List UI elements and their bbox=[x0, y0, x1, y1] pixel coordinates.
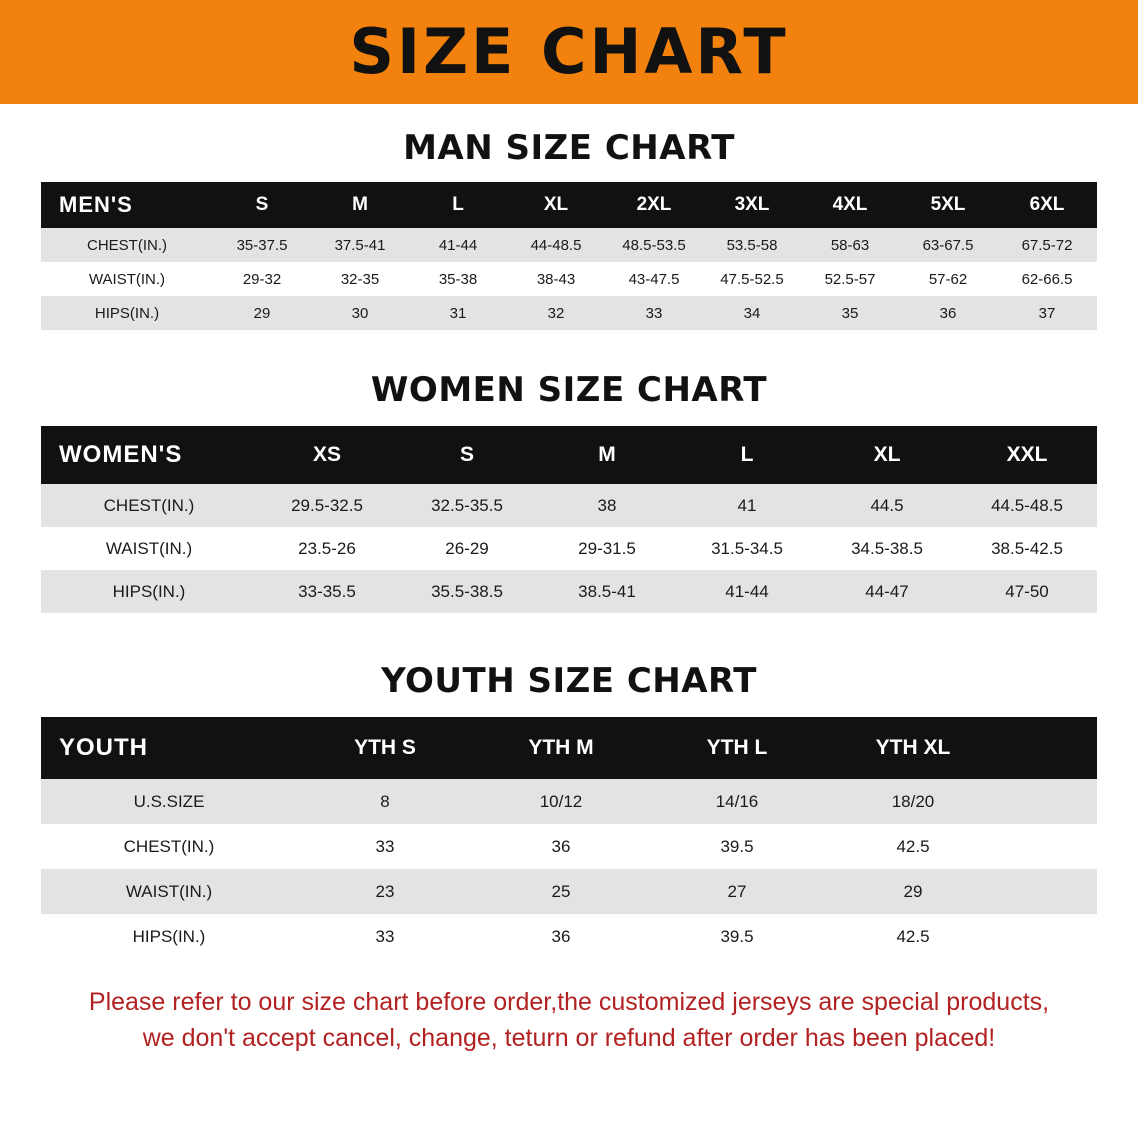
women-table-wrap bbox=[0, 426, 1138, 613]
table-row bbox=[41, 779, 1097, 824]
cell: 44-48.5 bbox=[507, 228, 605, 262]
col-header-s: S bbox=[213, 182, 311, 228]
row-label-hips: HIPS(IN.) bbox=[41, 570, 257, 613]
col-header-s: S bbox=[397, 426, 537, 484]
col-header-spacer bbox=[1001, 717, 1097, 779]
table-row bbox=[41, 484, 1097, 527]
cell: 30 bbox=[311, 296, 409, 330]
page-title: SIZE CHART bbox=[349, 15, 789, 88]
col-header-xl: XL bbox=[507, 182, 605, 228]
cell: 23 bbox=[297, 869, 473, 914]
cell: 33 bbox=[297, 914, 473, 959]
cell: 43-47.5 bbox=[605, 262, 703, 296]
man-table-wrap bbox=[0, 182, 1138, 330]
table-row bbox=[41, 228, 1097, 262]
col-header-yth-l: YTH L bbox=[649, 717, 825, 779]
table-header-row bbox=[41, 717, 1097, 779]
cell: 26-29 bbox=[397, 527, 537, 570]
cell: 48.5-53.5 bbox=[605, 228, 703, 262]
cell: 8 bbox=[297, 779, 473, 824]
cell: 29 bbox=[825, 869, 1001, 914]
cell: 36 bbox=[473, 914, 649, 959]
cell: 37.5-41 bbox=[311, 228, 409, 262]
cell: 35-38 bbox=[409, 262, 507, 296]
row-label-waist: WAIST(IN.) bbox=[41, 262, 213, 296]
cell: 52.5-57 bbox=[801, 262, 899, 296]
youth-size-table bbox=[41, 717, 1097, 959]
cell: 27 bbox=[649, 869, 825, 914]
row-label-hips: HIPS(IN.) bbox=[41, 296, 213, 330]
col-header-l: L bbox=[409, 182, 507, 228]
cell: 41 bbox=[677, 484, 817, 527]
cell: 34 bbox=[703, 296, 801, 330]
row-label-hips: HIPS(IN.) bbox=[41, 914, 297, 959]
cell: 36 bbox=[473, 824, 649, 869]
cell: 39.5 bbox=[649, 824, 825, 869]
cell: 38-43 bbox=[507, 262, 605, 296]
disclaimer-line-2: we don't accept cancel, change, teturn or refund after order has been placed! bbox=[142, 1023, 996, 1052]
cell: 29-32 bbox=[213, 262, 311, 296]
col-header-xl: XL bbox=[817, 426, 957, 484]
table-row bbox=[41, 824, 1097, 869]
table-header-row bbox=[41, 182, 1097, 228]
cell: 38 bbox=[537, 484, 677, 527]
col-header-yth-xl: YTH XL bbox=[825, 717, 1001, 779]
cell: 35-37.5 bbox=[213, 228, 311, 262]
cell: 31.5-34.5 bbox=[677, 527, 817, 570]
cell: 53.5-58 bbox=[703, 228, 801, 262]
cell: 58-63 bbox=[801, 228, 899, 262]
cell-spacer bbox=[1001, 869, 1097, 914]
col-header-6xl: 6XL bbox=[997, 182, 1097, 228]
row-label-chest: CHEST(IN.) bbox=[41, 228, 213, 262]
table-row bbox=[41, 527, 1097, 570]
table-row bbox=[41, 262, 1097, 296]
cell-spacer bbox=[1001, 914, 1097, 959]
cell: 38.5-42.5 bbox=[957, 527, 1097, 570]
table-header-row bbox=[41, 426, 1097, 484]
col-header-womens: WOMEN'S bbox=[41, 426, 257, 484]
row-label-waist: WAIST(IN.) bbox=[41, 869, 297, 914]
cell: 32-35 bbox=[311, 262, 409, 296]
cell-spacer bbox=[1001, 824, 1097, 869]
col-header-5xl: 5XL bbox=[899, 182, 997, 228]
cell: 41-44 bbox=[677, 570, 817, 613]
women-size-table bbox=[41, 426, 1097, 613]
col-header-2xl: 2XL bbox=[605, 182, 703, 228]
cell: 42.5 bbox=[825, 914, 1001, 959]
col-header-m: M bbox=[537, 426, 677, 484]
row-label-waist: WAIST(IN.) bbox=[41, 527, 257, 570]
cell: 25 bbox=[473, 869, 649, 914]
cell: 34.5-38.5 bbox=[817, 527, 957, 570]
cell: 62-66.5 bbox=[997, 262, 1097, 296]
col-header-yth-s: YTH S bbox=[297, 717, 473, 779]
man-section-heading: MAN SIZE CHART bbox=[403, 128, 735, 168]
col-header-yth-m: YTH M bbox=[473, 717, 649, 779]
cell: 23.5-26 bbox=[257, 527, 397, 570]
cell: 37 bbox=[997, 296, 1097, 330]
cell: 57-62 bbox=[899, 262, 997, 296]
col-header-3xl: 3XL bbox=[703, 182, 801, 228]
table-row bbox=[41, 570, 1097, 613]
youth-table-wrap bbox=[0, 717, 1138, 959]
cell: 29 bbox=[213, 296, 311, 330]
youth-section-heading: YOUTH SIZE CHART bbox=[381, 661, 757, 701]
cell: 14/16 bbox=[649, 779, 825, 824]
cell: 47.5-52.5 bbox=[703, 262, 801, 296]
col-header-youth: YOUTH bbox=[41, 717, 297, 779]
row-label-chest: CHEST(IN.) bbox=[41, 824, 297, 869]
cell: 35 bbox=[801, 296, 899, 330]
cell: 32.5-35.5 bbox=[397, 484, 537, 527]
col-header-xxl: XXL bbox=[957, 426, 1097, 484]
cell: 44.5 bbox=[817, 484, 957, 527]
cell: 33 bbox=[605, 296, 703, 330]
cell: 32 bbox=[507, 296, 605, 330]
cell: 63-67.5 bbox=[899, 228, 997, 262]
col-header-4xl: 4XL bbox=[801, 182, 899, 228]
cell: 33-35.5 bbox=[257, 570, 397, 613]
cell: 18/20 bbox=[825, 779, 1001, 824]
row-label-chest: CHEST(IN.) bbox=[41, 484, 257, 527]
table-row bbox=[41, 914, 1097, 959]
cell: 29.5-32.5 bbox=[257, 484, 397, 527]
cell: 44.5-48.5 bbox=[957, 484, 1097, 527]
cell: 33 bbox=[297, 824, 473, 869]
cell: 35.5-38.5 bbox=[397, 570, 537, 613]
cell: 67.5-72 bbox=[997, 228, 1097, 262]
table-row bbox=[41, 869, 1097, 914]
cell: 29-31.5 bbox=[537, 527, 677, 570]
cell-spacer bbox=[1001, 779, 1097, 824]
women-section-heading: WOMEN SIZE CHART bbox=[370, 370, 768, 410]
cell: 42.5 bbox=[825, 824, 1001, 869]
col-header-mens: MEN'S bbox=[41, 182, 213, 228]
cell: 44-47 bbox=[817, 570, 957, 613]
disclaimer-line-1: Please refer to our size chart before order,the customized jerseys are special products, bbox=[88, 988, 1050, 1016]
row-label-us-size: U.S.SIZE bbox=[41, 779, 297, 824]
cell: 31 bbox=[409, 296, 507, 330]
header-banner bbox=[0, 0, 1138, 104]
col-header-l: L bbox=[677, 426, 817, 484]
cell: 10/12 bbox=[473, 779, 649, 824]
disclaimer-note bbox=[39, 985, 1099, 1056]
cell: 36 bbox=[899, 296, 997, 330]
cell: 39.5 bbox=[649, 914, 825, 959]
col-header-xs: XS bbox=[257, 426, 397, 484]
col-header-m: M bbox=[311, 182, 409, 228]
man-size-table bbox=[41, 182, 1097, 330]
cell: 41-44 bbox=[409, 228, 507, 262]
cell: 38.5-41 bbox=[537, 570, 677, 613]
table-row bbox=[41, 296, 1097, 330]
cell: 47-50 bbox=[957, 570, 1097, 613]
